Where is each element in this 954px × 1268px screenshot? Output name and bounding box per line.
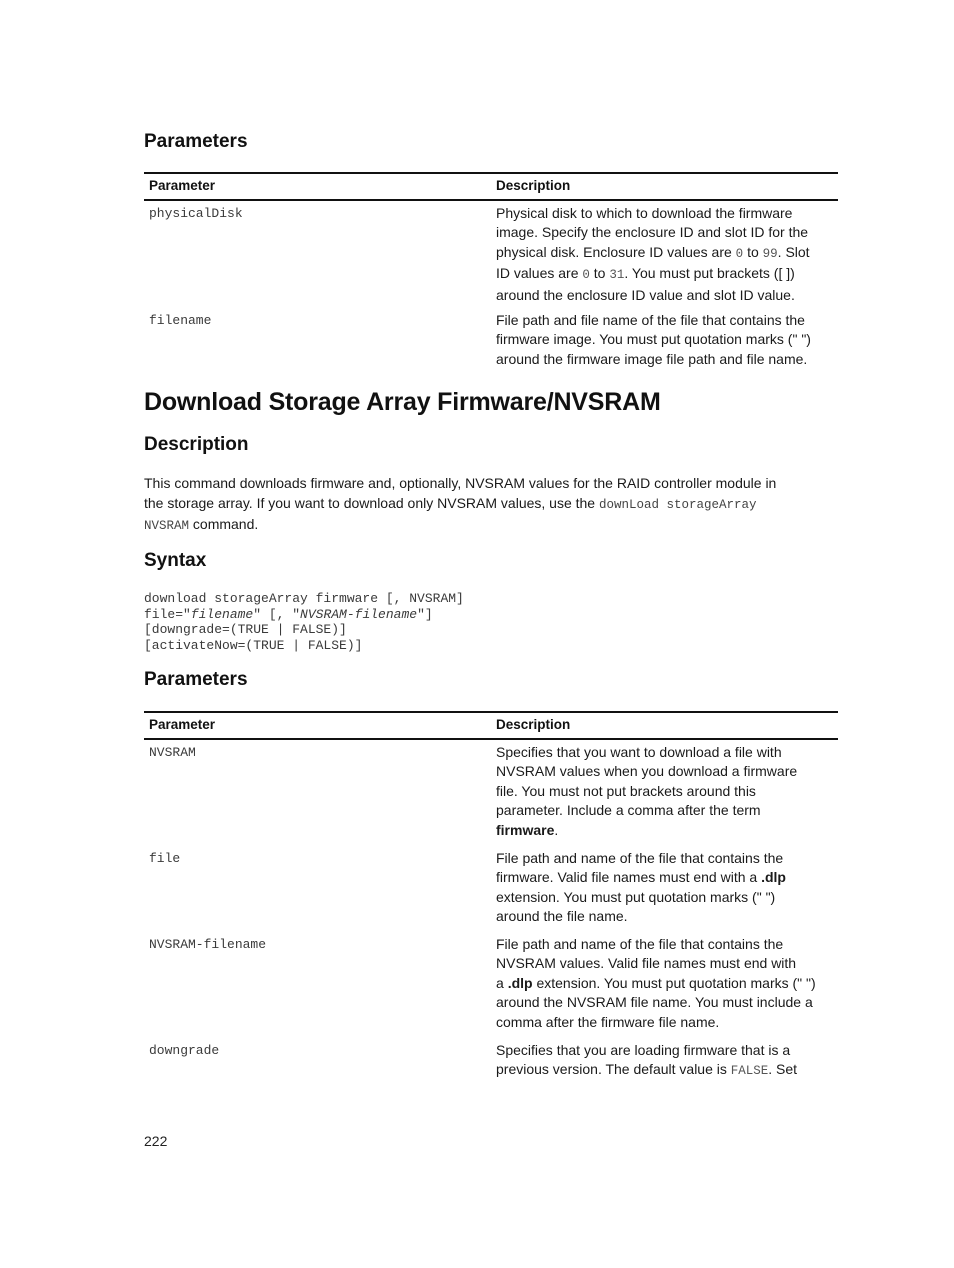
description-line: Specifies that you want to download a file with [496, 744, 782, 760]
description-line: previous version. The default value is FALSE. Set [496, 1061, 798, 1079]
syntax-line: [activateNow=(TRUE | FALSE)] [144, 637, 363, 653]
param-description [496, 204, 838, 305]
inline-code: 0 [735, 246, 744, 261]
param-name: file [149, 851, 181, 866]
section-heading-description: Description [144, 434, 249, 455]
description-line: comma after the firmware file name. [496, 1013, 720, 1030]
description-line: File path and file name of the file that contains the [496, 312, 805, 328]
description-line: firmware image. You must put quotation marks (" ") [496, 331, 811, 348]
syntax-line: file="filename" [, "NVSRAM-filename"] [144, 606, 433, 622]
param-description [496, 311, 838, 369]
description-line: Specifies that you are loading firmware that is a [496, 1042, 791, 1058]
param-name: filename [149, 313, 212, 328]
bold-term: .dlp [761, 869, 786, 886]
description-line: NVSRAM values. Valid file names must end with [496, 955, 797, 972]
description-line: This command downloads firmware and, optionally, NVSRAM values for the RAID controller module in [144, 475, 777, 491]
description-line: firmware. Valid file names must end with a .dlp [496, 869, 786, 886]
syntax-line: download storageArray firmware [, NVSRAM] [144, 591, 464, 606]
description-line: around the NVSRAM file name. You must include a [496, 994, 813, 1011]
section-heading-syntax: Syntax [144, 550, 207, 571]
inline-code: NVSRAM [144, 519, 190, 533]
param-name: NVSRAM-filename [149, 937, 267, 952]
param-name: NVSRAM [149, 745, 196, 760]
description-line: around the enclosure ID value and slot ID value. [496, 286, 795, 303]
description-paragraph [144, 474, 834, 537]
param-description [496, 849, 838, 927]
section-heading-parameters-1: Parameters [144, 131, 248, 152]
description-line: a .dlp extension. You must put quotation marks (" ") [496, 974, 816, 991]
description-line: parameter. Include a comma after the term [496, 802, 761, 819]
description-line: File path and name of the file that contains the [496, 850, 784, 866]
page-number: 222 [144, 1133, 168, 1149]
bold-term: .dlp [507, 974, 533, 991]
inline-code: 0 [582, 268, 590, 283]
syntax-code-block [144, 591, 464, 653]
table-header [144, 711, 838, 740]
description-line: Physical disk to which to download the firmware [496, 205, 793, 221]
description-line: firmware. [496, 821, 559, 838]
param-name: physicalDisk [149, 206, 243, 221]
param-name: downgrade [149, 1043, 220, 1058]
inline-code: 99 [762, 246, 778, 261]
parameters-table-1 [144, 172, 838, 367]
column-header-description: Description [496, 178, 571, 193]
description-line: NVSRAM command. [144, 516, 259, 533]
description-line: NVSRAM values when you download a firmware [496, 763, 798, 780]
description-line: image. Specify the enclosure ID and slot ID for the [496, 224, 809, 241]
description-line: physical disk. Enclosure ID values are 0 to 99. Slot [496, 243, 810, 261]
column-header-parameter: Parameter [149, 717, 216, 732]
description-line: file. You must not put brackets around this [496, 782, 756, 799]
param-description [496, 1041, 838, 1082]
command-title: Download Storage Array Firmware/NVSRAM [144, 388, 661, 416]
table-header [144, 172, 838, 201]
inline-code: 31 [609, 268, 625, 283]
inline-code: FALSE [730, 1064, 769, 1079]
inline-code: downLoad storageArray [598, 497, 757, 512]
description-line: around the file name. [496, 908, 628, 925]
description-line: ID values are 0 to 31. You must put brackets ([ ]) [496, 265, 795, 283]
parameters-table-2 [144, 711, 838, 1079]
section-heading-parameters-2: Parameters [144, 669, 248, 690]
param-description [496, 935, 838, 1032]
column-header-parameter: Parameter [149, 178, 216, 193]
description-line: File path and name of the file that contains the [496, 936, 784, 952]
param-description [496, 743, 838, 840]
description-line: extension. You must put quotation marks (" ") [496, 888, 776, 905]
description-line: around the firmware image file path and file name. [496, 350, 808, 367]
bold-term: firmware [496, 821, 555, 838]
description-line: the storage array. If you want to download only NVSRAM values, use the downLoad storageArray [144, 494, 757, 512]
column-header-description: Description [496, 717, 571, 732]
syntax-line: [downgrade=(TRUE | FALSE)] [144, 622, 347, 637]
